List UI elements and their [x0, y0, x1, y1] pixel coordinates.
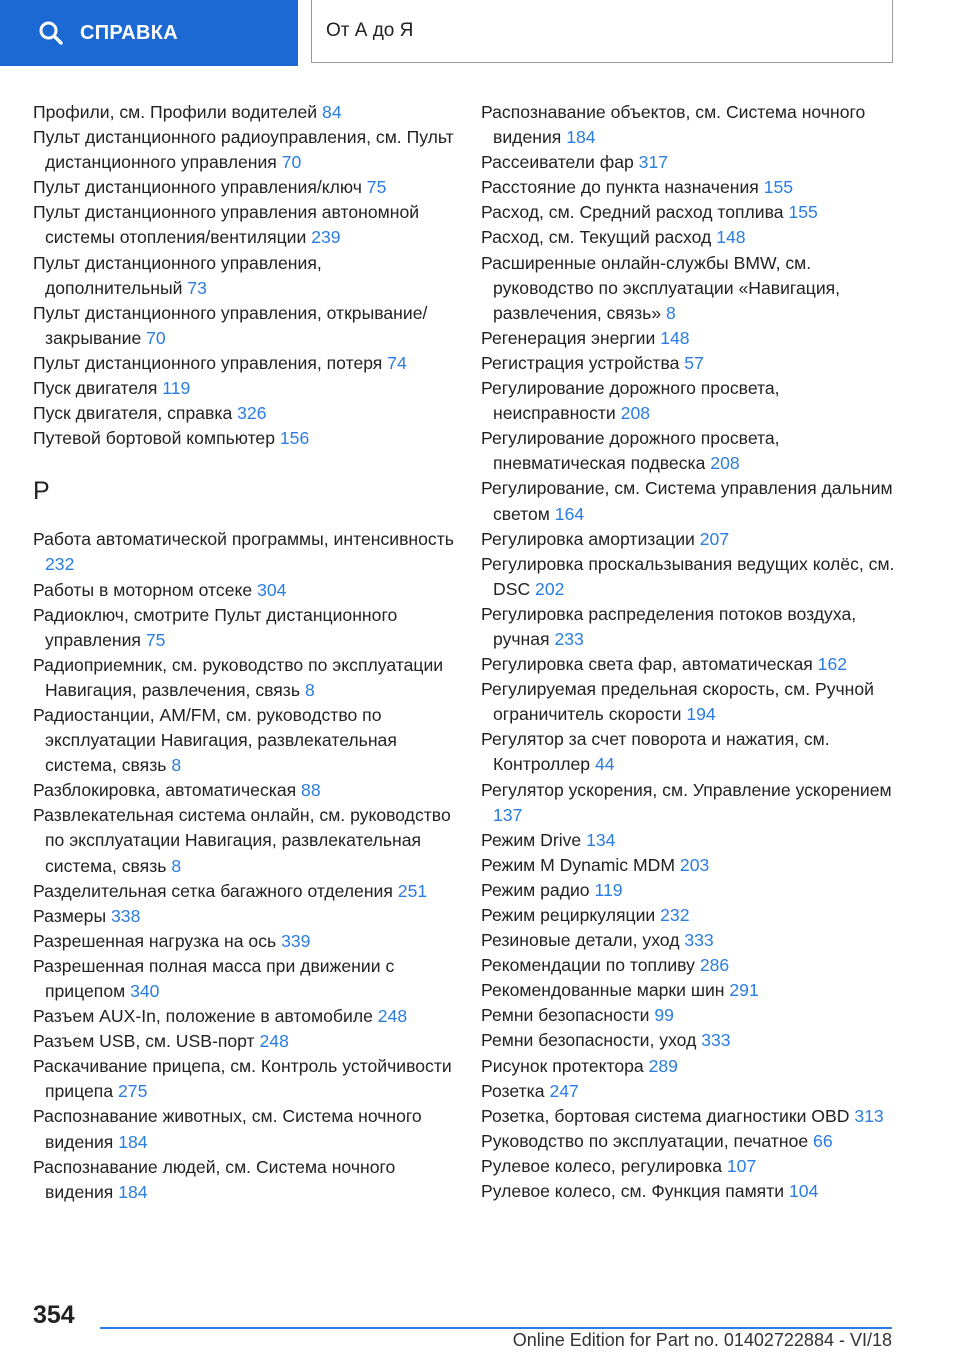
- page-link[interactable]: 203: [679, 854, 710, 875]
- page-link[interactable]: 184: [566, 127, 596, 148]
- index-entry-text: Разрешенная нагрузка на ось: [33, 930, 277, 951]
- page-link[interactable]: 57: [684, 352, 704, 373]
- index-entry-text: Разблокировка, автоматическая: [33, 780, 297, 801]
- index-entry-text: Регулятор за счет поворота и нажатия, см. Контроллер: [481, 729, 830, 775]
- index-entry-text: Разделительная сетка багажного отделения: [33, 880, 393, 901]
- index-entry: [33, 603, 458, 653]
- page-link[interactable]: 208: [620, 403, 651, 424]
- index-entry: [481, 200, 901, 225]
- page-link[interactable]: 74: [387, 352, 407, 373]
- index-entry-text: Разрешенная полная масса при движении с прицепом: [33, 955, 395, 1001]
- index-entry: [33, 578, 458, 603]
- index-entry-text: Расстояние до пункта назначения: [481, 177, 759, 198]
- page-link[interactable]: 155: [788, 202, 818, 223]
- index-entry-text: Расход, см. Текущий расход: [481, 227, 712, 248]
- footer-edition-text: Online Edition for Part no. 01402722884 - VI/18: [512, 1330, 892, 1350]
- index-entry: [481, 376, 901, 426]
- index-column-left: [33, 100, 458, 1205]
- index-entry-text: Регулируемая предельная скорость, см. Ручной ограничитель скорости: [481, 679, 874, 725]
- header: [0, 0, 960, 66]
- page-link[interactable]: 70: [281, 152, 302, 173]
- index-entry-text: Резиновые детали, уход: [481, 930, 680, 951]
- index-entry: [33, 1004, 458, 1029]
- index-entry: [33, 954, 458, 1004]
- index-entry-text: Распознавание животных, см. Система ночного видения: [33, 1106, 422, 1152]
- index-entry-text: Режим радио: [481, 879, 590, 900]
- page-link[interactable]: 248: [259, 1031, 289, 1052]
- index-entry: [481, 778, 901, 828]
- page-link[interactable]: 73: [187, 277, 207, 298]
- index-entry-text: Рассеиватели фар: [481, 152, 634, 173]
- index-entry-text: Регулятор ускорения, см. Управление ускорением: [481, 779, 892, 800]
- index-entry-text: Регулирование, см. Система управления дальним светом: [481, 478, 893, 524]
- index-entry: [481, 1129, 901, 1154]
- index-entry-text: Ремни безопасности: [481, 1005, 650, 1026]
- index-entry: [481, 727, 901, 777]
- page-link[interactable]: 313: [854, 1105, 884, 1126]
- index-entry-text: Рекомендации по топливу: [481, 955, 695, 976]
- page-link[interactable]: 75: [366, 177, 387, 198]
- index-entry-text: Развлекательная система онлайн, см. руководство по эксплуатации Навигация, развлекательная система, связь: [33, 805, 451, 876]
- index-entry-text: Регулирование дорожного просвета, неисправности: [481, 378, 780, 424]
- index-entry: [481, 351, 901, 376]
- index-column-right: [481, 100, 901, 1204]
- index-entry: [481, 853, 901, 878]
- index-entry: [481, 1179, 901, 1204]
- index-entry-text: Распознавание людей, см. Система ночного видения: [33, 1156, 396, 1202]
- index-entry-text: Пульт дистанционного управления, открывание/закрывание: [33, 302, 428, 348]
- search-icon: [38, 20, 64, 46]
- page-link[interactable]: 75: [145, 629, 166, 650]
- page-link[interactable]: 137: [493, 804, 523, 825]
- index-entry: [481, 426, 901, 476]
- index-entry: [33, 1029, 458, 1054]
- index-entry: [33, 301, 458, 351]
- page-link[interactable]: 156: [279, 428, 310, 449]
- page-link[interactable]: 84: [322, 102, 342, 122]
- index-entry-text: Расширенные онлайн-службы BMW, см. руководство по эксплуатации «Навигация, развлечения, связь»: [481, 252, 841, 323]
- page-link[interactable]: 66: [813, 1130, 833, 1151]
- page-link[interactable]: 148: [716, 227, 746, 248]
- index-entry: [33, 778, 458, 803]
- page-link[interactable]: 8: [666, 302, 676, 323]
- index-entry-text: Регулирование дорожного просвета, пневматическая подвеска: [481, 428, 780, 474]
- index-list-r: [33, 527, 458, 1205]
- index-entry: [481, 903, 901, 928]
- page-link[interactable]: 275: [118, 1081, 148, 1102]
- index-entry-text: Регулировка света фар, автоматическая: [481, 654, 813, 675]
- index-entry: [481, 878, 901, 903]
- page-link[interactable]: 99: [654, 1005, 674, 1026]
- index-entry: [33, 1104, 458, 1154]
- index-list-r-continued: [481, 100, 901, 1204]
- index-entry: [33, 904, 458, 929]
- a-to-z-tab[interactable]: [311, 0, 893, 63]
- index-entry-text: Радиоключ, смотрите Пульт дистанционного управления: [33, 604, 398, 650]
- index-entry: [33, 879, 458, 904]
- index-entry: [33, 125, 458, 175]
- index-entry: [33, 1054, 458, 1104]
- index-entry: [33, 929, 458, 954]
- index-entry-text: Розетка, бортовая система диагностики OBD: [481, 1105, 850, 1126]
- page-link[interactable]: 326: [237, 403, 267, 424]
- index-entry-text: Розетка: [481, 1080, 545, 1101]
- index-entry: [481, 527, 901, 552]
- index-entry-text: Пульт дистанционного управления, потеря: [33, 352, 383, 373]
- index-entry: [481, 1104, 901, 1129]
- page-link[interactable]: 8: [171, 755, 182, 776]
- page-link[interactable]: 162: [817, 654, 848, 675]
- index-entry-text: Пульт дистанционного управления, дополнительный: [33, 252, 322, 298]
- index-entry: [481, 978, 901, 1003]
- page-link[interactable]: 247: [549, 1080, 579, 1101]
- index-entry: [481, 476, 901, 526]
- index-entry: [481, 1003, 901, 1028]
- index-entry-text: Регулировка распределения потоков воздуха, ручная: [481, 603, 857, 649]
- index-entry: [481, 100, 901, 150]
- index-entry: [33, 803, 458, 878]
- page-link[interactable]: 289: [648, 1055, 678, 1076]
- index-entry-text: Профили, см. Профили водителей: [33, 102, 318, 122]
- page-link[interactable]: 248: [377, 1006, 408, 1027]
- index-entry-text: Размеры: [33, 905, 107, 926]
- section-letter: Р: [33, 477, 50, 506]
- index-entry: [481, 552, 901, 602]
- a-to-z-tab-label: От А до Я: [326, 20, 414, 41]
- page-link[interactable]: 194: [686, 704, 716, 725]
- index-entry-text: Регистрация устройства: [481, 352, 680, 373]
- page-link[interactable]: 104: [789, 1181, 819, 1202]
- index-entry-text: Регенерация энергии: [481, 327, 656, 348]
- index-entry: [481, 1054, 901, 1079]
- index-entry: [33, 100, 458, 125]
- index-entry: [481, 652, 901, 677]
- index-entry: [481, 175, 901, 200]
- index-entry-text: Работы в моторном отсеке: [33, 579, 253, 600]
- index-entry-text: Рулевое колесо, см. Функция памяти: [481, 1181, 785, 1202]
- page-link[interactable]: 317: [638, 152, 669, 173]
- index-entry-text: Режим M Dynamic MDM: [481, 854, 676, 875]
- page-link[interactable]: 202: [535, 578, 565, 599]
- index-entry: [33, 251, 458, 301]
- index-entry-text: Разъем AUX-In, положение в автомобиле: [33, 1006, 373, 1027]
- footer-divider: [100, 1327, 892, 1329]
- index-entry-text: Режим рециркуляции: [481, 905, 656, 925]
- page-number: 354: [33, 1301, 75, 1329]
- index-entry: [481, 251, 901, 326]
- index-entry-text: Регулировка амортизации: [481, 528, 695, 549]
- index-entry: [481, 225, 901, 250]
- page-link[interactable]: 304: [257, 579, 287, 600]
- index-entry: [481, 928, 901, 953]
- page-link[interactable]: 184: [118, 1181, 148, 1202]
- index-entry: [33, 527, 458, 577]
- index-entry-text: Рисунок протектора: [481, 1055, 644, 1076]
- index-entry-text: Рулевое колесо, регулировка: [481, 1155, 722, 1176]
- index-entry-text: Пуск двигателя, справка: [33, 403, 233, 424]
- index-entry-text: Пульт дистанционного радиоуправления, см. Пульт дистанционного управления: [33, 127, 454, 173]
- index-entry-text: Расход, см. Средний расход топлива: [481, 202, 784, 223]
- index-entry: [481, 1079, 901, 1104]
- index-entry: [481, 828, 901, 853]
- page-link[interactable]: 232: [45, 554, 75, 575]
- index-entry: [33, 401, 458, 426]
- index-entry-text: Рекомендованные марки шин: [481, 980, 725, 1001]
- index-entry: [33, 426, 458, 451]
- index-entry-text: Распознавание объектов, см. Система ночного видения: [481, 102, 866, 148]
- index-entry-text: Путевой бортовой компьютер: [33, 428, 275, 449]
- page-link[interactable]: 251: [397, 880, 428, 901]
- index-entry: [481, 602, 901, 652]
- index-entry: [481, 953, 901, 978]
- index-entry-text: Разъем USB, см. USB-порт: [33, 1031, 255, 1052]
- page-link[interactable]: 107: [726, 1155, 757, 1176]
- page-link[interactable]: 286: [699, 955, 730, 976]
- index-entry-text: Руководство по эксплуатации, печатное: [481, 1130, 809, 1151]
- help-tab-label: СПРАВКА: [80, 21, 179, 44]
- index-entry: [33, 200, 458, 250]
- page-link[interactable]: 70: [146, 327, 166, 348]
- page-link[interactable]: 134: [586, 829, 616, 850]
- index-list-p: [33, 100, 458, 451]
- index-entry-text: Пуск двигателя: [33, 378, 158, 399]
- page-link[interactable]: 208: [710, 453, 740, 474]
- index-entry: [481, 150, 901, 175]
- index-entry-text: Радиоприемник, см. руководство по эксплуатации Навигация, развлечения, связь: [33, 654, 444, 700]
- page-link[interactable]: 291: [729, 980, 759, 1001]
- page-link[interactable]: 44: [594, 754, 615, 775]
- index-entry-text: Регулировка проскальзывания ведущих колёс, см. DSC: [481, 553, 895, 599]
- page-link[interactable]: 233: [554, 628, 584, 649]
- page-link[interactable]: 184: [118, 1131, 148, 1152]
- index-entry: [33, 351, 458, 376]
- page-link[interactable]: 164: [554, 503, 585, 524]
- page-link[interactable]: 232: [660, 905, 690, 925]
- index-entry-text: Радиостанции, AM/FM, см. руководство по эксплуатации Навигация, развлекательная система, связь: [33, 704, 397, 776]
- page-link[interactable]: 338: [111, 905, 141, 926]
- index-entry: [481, 1028, 901, 1053]
- index-entry: [481, 677, 901, 727]
- index-entry-text: Раскачивание прицепа, см. Контроль устойчивости прицепа: [33, 1056, 452, 1102]
- page-link[interactable]: 340: [130, 981, 160, 1001]
- index-entry-text: Работа автоматической программы, интенсивность: [33, 529, 454, 550]
- page-link[interactable]: 119: [594, 879, 623, 900]
- index-entry-text: Пульт дистанционного управления/ключ: [33, 177, 362, 198]
- index-entry: [33, 1155, 458, 1205]
- page-link[interactable]: 119: [162, 378, 191, 399]
- help-tab[interactable]: [0, 0, 298, 66]
- page-link[interactable]: 239: [311, 227, 341, 248]
- page-link[interactable]: 333: [701, 1030, 731, 1051]
- page-link[interactable]: 8: [171, 855, 182, 876]
- index-entry: [33, 376, 458, 401]
- page-link[interactable]: 339: [281, 930, 311, 951]
- index-entry-text: Пульт дистанционного управления автономной системы отопления/вентиляции: [33, 202, 420, 248]
- page-link[interactable]: 8: [304, 679, 315, 700]
- index-entry-text: Режим Drive: [481, 829, 582, 850]
- index-entry-text: Ремни безопасности, уход: [481, 1030, 697, 1051]
- index-entry: [33, 653, 458, 703]
- index-entry: [33, 703, 458, 778]
- page-link[interactable]: 155: [763, 177, 794, 198]
- page-link[interactable]: 88: [301, 780, 321, 801]
- page-link[interactable]: 148: [660, 327, 690, 348]
- index-entry: [481, 1154, 901, 1179]
- index-entry: [481, 326, 901, 351]
- index-entry: [33, 175, 458, 200]
- page-link[interactable]: 207: [699, 528, 730, 549]
- page-link[interactable]: 333: [684, 930, 714, 951]
